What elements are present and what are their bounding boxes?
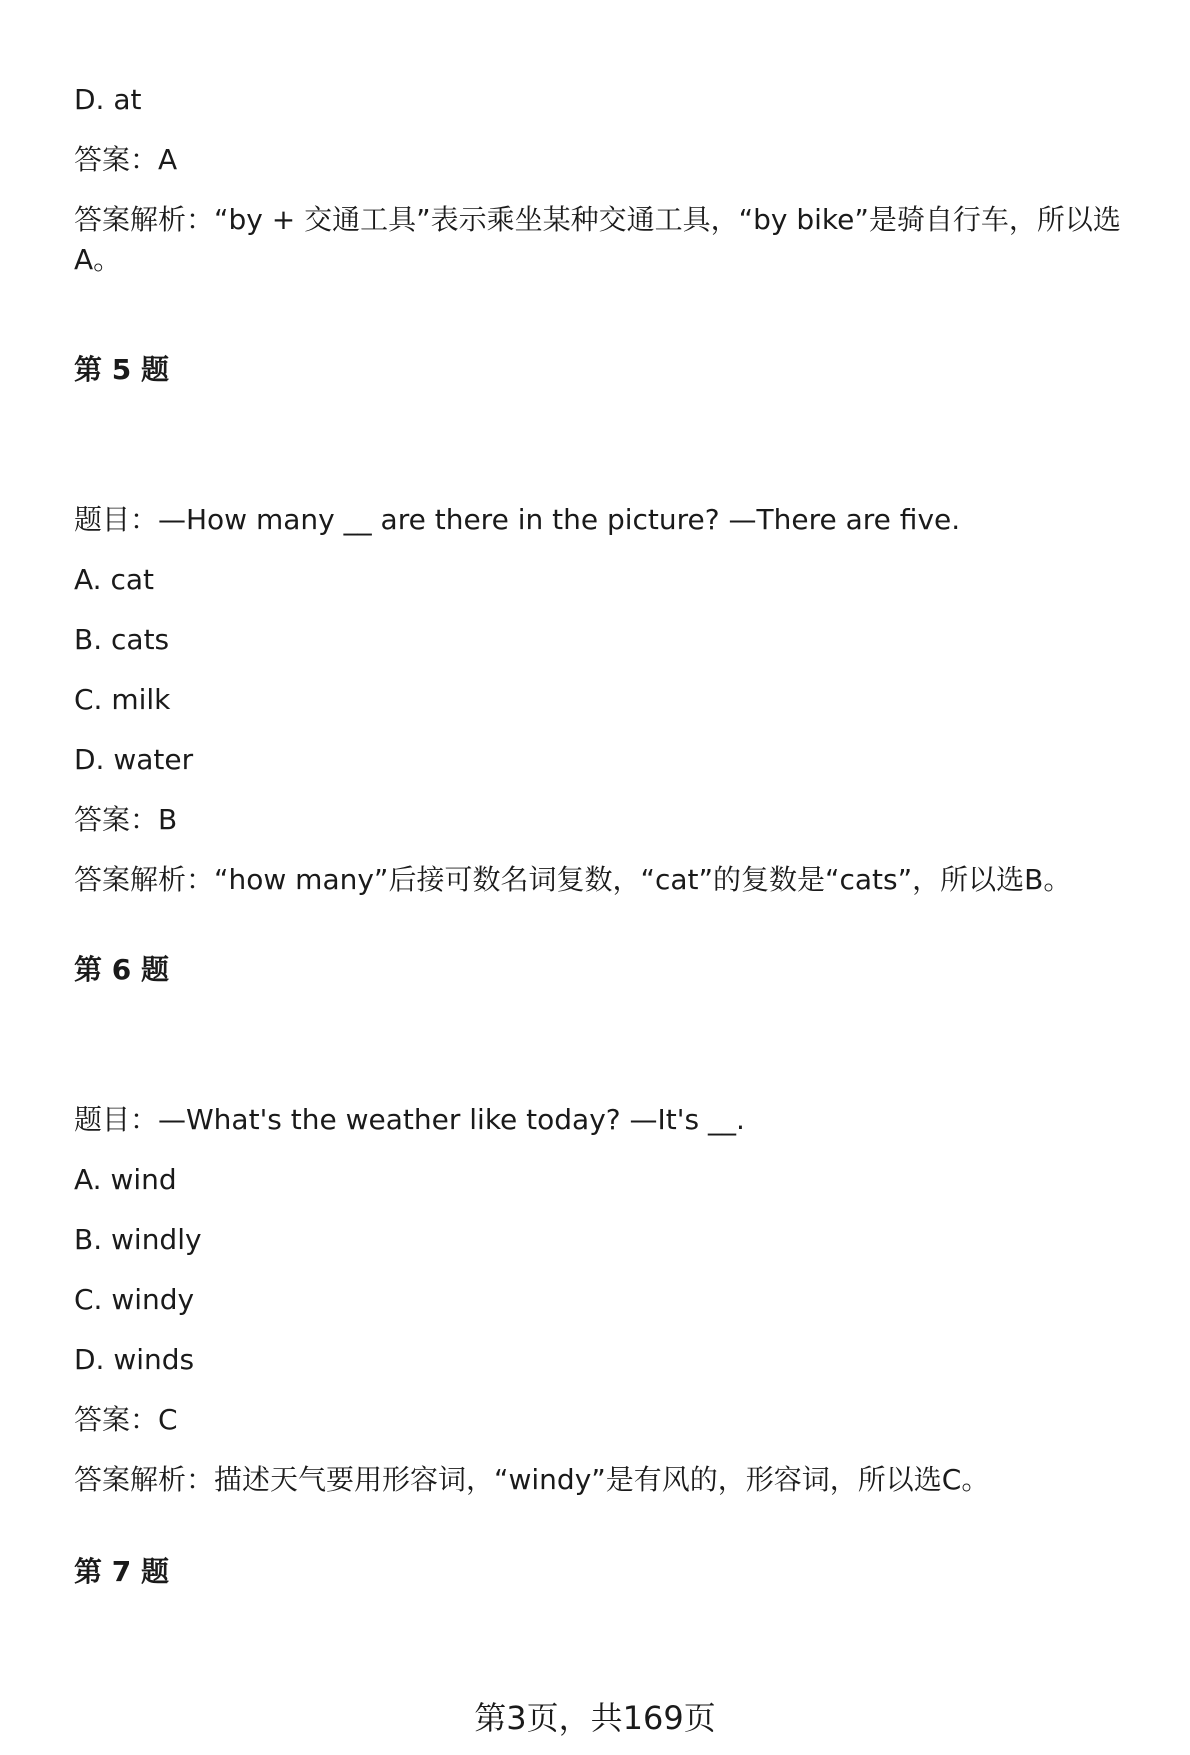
- q6-option-b: B. windly: [74, 1223, 202, 1256]
- q5-option-b: B. cats: [74, 623, 170, 656]
- q5-question: 题目：—How many __ are there in the picture? —There are five.: [74, 503, 961, 536]
- q4-analysis: 答案解析：“by + 交通工具”表示乘坐某种交通工具，“by bike”是骑自行车，所以选A。: [74, 203, 1121, 276]
- q5-answer: 答案：B: [74, 803, 178, 836]
- q6-option-d: D. winds: [74, 1343, 195, 1376]
- q5-option-d: D. water: [74, 743, 194, 776]
- q5-heading: 第 5 题: [74, 353, 169, 386]
- q7-heading: 第 7 题: [74, 1555, 169, 1588]
- q6-answer: 答案：C: [74, 1403, 178, 1436]
- q6-question: 题目：—What's the weather like today? —It's __.: [74, 1103, 745, 1136]
- q5-option-a: A. cat: [74, 563, 154, 596]
- q5-option-c: C. milk: [74, 683, 171, 716]
- q5-analysis: 答案解析：“how many”后接可数名词复数，“cat”的复数是“cats”，所以选B。: [74, 863, 1072, 896]
- q6-analysis: 答案解析：描述天气要用形容词，“windy”是有风的，形容词，所以选C。: [74, 1463, 990, 1496]
- page-number: 第3页，共169页: [474, 1699, 716, 1737]
- q4-answer: 答案：A: [74, 143, 178, 176]
- q6-option-c: C. windy: [74, 1283, 195, 1316]
- q6-heading: 第 6 题: [74, 953, 169, 986]
- q6-option-a: A. wind: [74, 1163, 177, 1196]
- q4-option-d: D. at: [74, 83, 142, 116]
